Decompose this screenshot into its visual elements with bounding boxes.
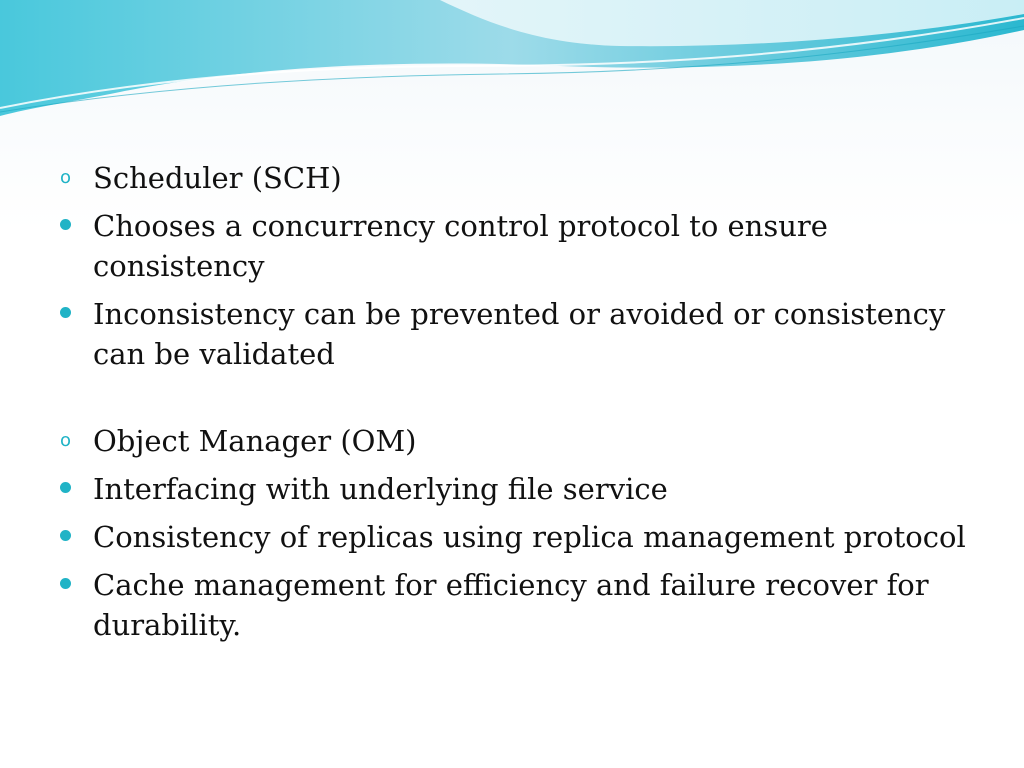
bullet-item bbox=[60, 565, 980, 645]
decorative-wave-header bbox=[0, 0, 1024, 130]
bullet-text: Chooses a concurrency control protocol to ensure consistency bbox=[93, 209, 828, 283]
bullet-text: Consistency of replicas using replica management protocol bbox=[93, 520, 966, 554]
bullet-item bbox=[60, 517, 980, 557]
filled-bullet-icon bbox=[60, 578, 71, 589]
filled-bullet-icon bbox=[60, 482, 71, 493]
section-heading-scheduler bbox=[60, 158, 980, 198]
section-heading-text: Object Manager (OM) bbox=[93, 424, 417, 458]
filled-bullet-icon bbox=[60, 307, 71, 318]
slide-body bbox=[60, 158, 980, 645]
bullet-item bbox=[60, 294, 980, 374]
bullet-item bbox=[60, 206, 980, 286]
filled-bullet-icon bbox=[60, 530, 71, 541]
hollow-bullet-icon: o bbox=[60, 430, 72, 451]
filled-bullet-icon bbox=[60, 219, 71, 230]
bullet-text: Interfacing with underlying file service bbox=[93, 472, 668, 506]
bullet-text: Inconsistency can be prevented or avoided or consistency can be validated bbox=[93, 297, 946, 371]
section-heading-text: Scheduler (SCH) bbox=[93, 161, 342, 195]
bullet-text: Cache management for efficiency and failure recover for durability. bbox=[93, 568, 929, 642]
section-heading-object-manager bbox=[60, 421, 980, 461]
bullet-item bbox=[60, 469, 980, 509]
hollow-bullet-icon: o bbox=[60, 167, 72, 188]
